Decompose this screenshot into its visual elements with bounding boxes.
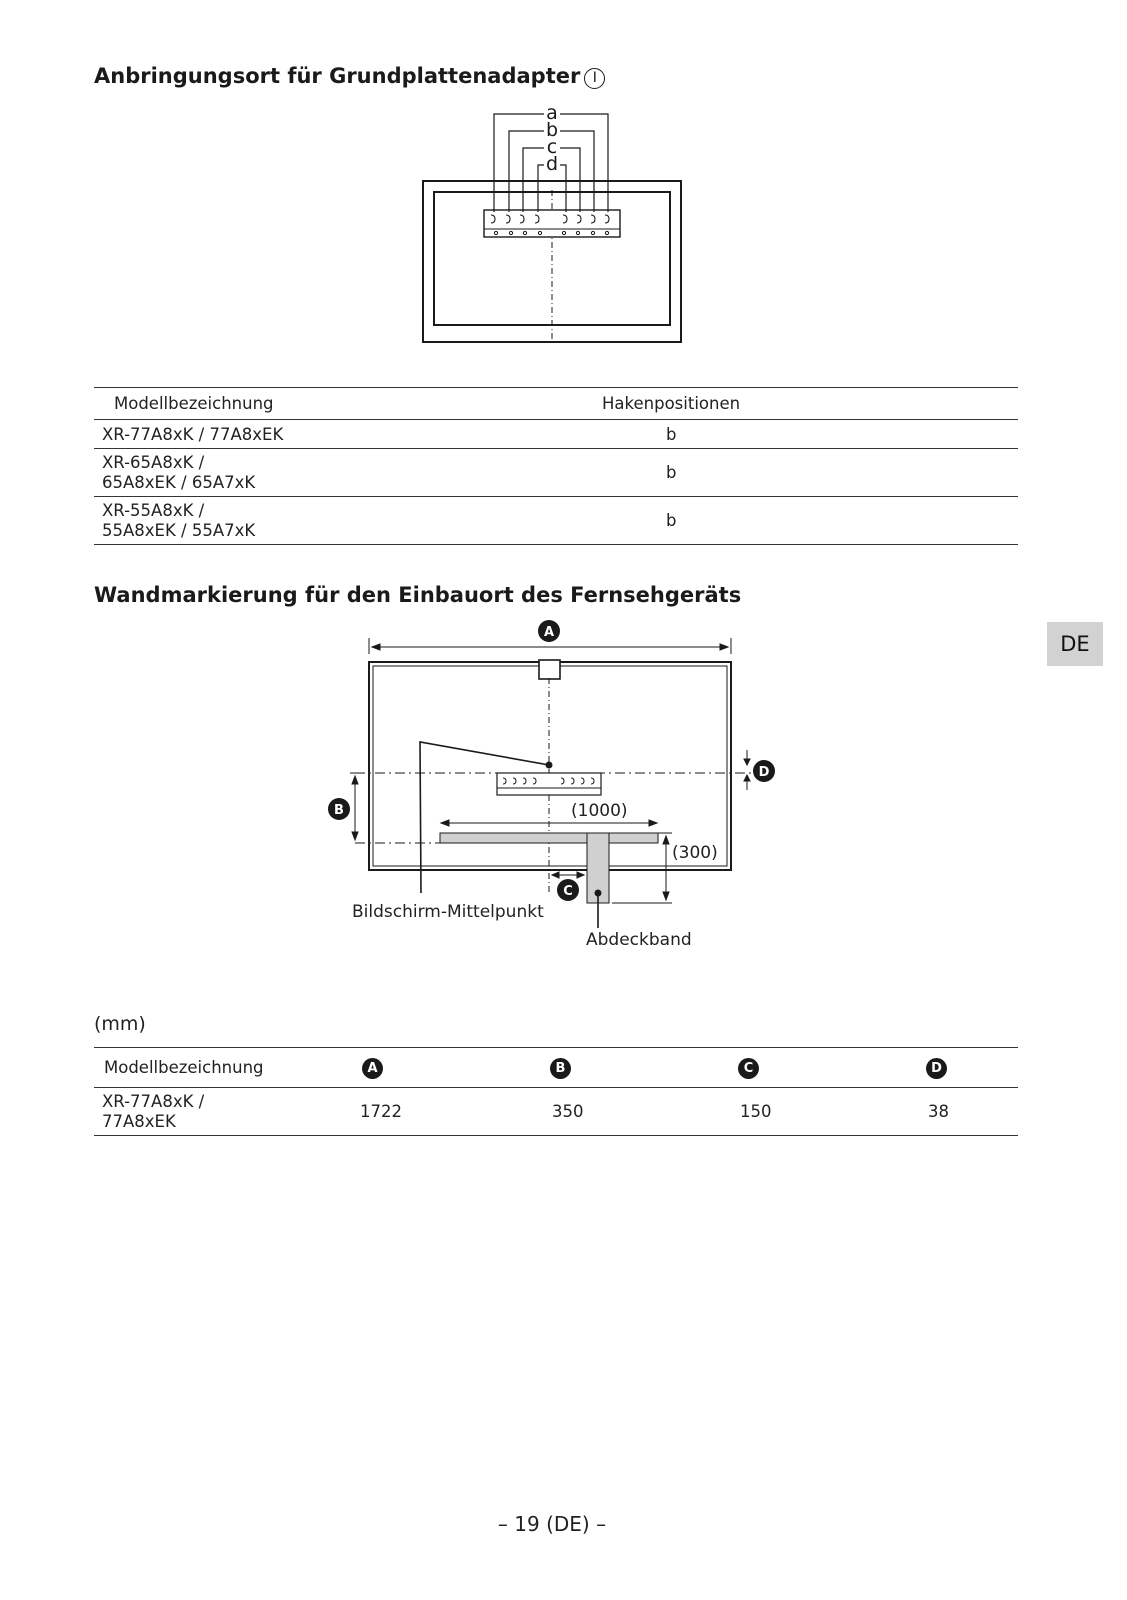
dim-300-label: (300) [672,843,718,863]
dim-1000-label: (1000) [571,801,628,821]
hook-position-table [94,387,1018,545]
base-adapter-diagram [0,0,1127,360]
header-d: D [906,1048,1018,1088]
badge-c: C [563,884,573,899]
dimension-table [94,1047,1018,1136]
header-hook: Hakenpositionen [602,394,741,413]
model-cell: XR-55A8xK / 55A8xEK / 55A7xK [102,500,256,540]
section-title-base-adapter: Anbringungsort für Grundplattenadapter I [94,64,605,89]
letter-d: d [545,153,559,175]
circled-i-marker: I [584,68,605,89]
value-b: 350 [552,1102,584,1121]
value-c: 150 [740,1102,772,1121]
section-title-wall-marking: Wandmarkierung für den Einbauort des Fernsehgeräts [94,583,742,607]
table-row [94,449,1018,497]
tape-horizontal [440,833,658,843]
language-tab: DE [1047,622,1103,666]
letter-b: b [545,119,559,141]
hook-cell: b [666,424,677,444]
hook-cell: b [666,511,677,530]
badge-d: D [758,765,770,780]
model-cell: XR-77A8xK / 77A8xEK [102,424,284,444]
badge-b: B [334,803,344,818]
tape-label: Abdeckband [586,930,692,950]
table-row [94,420,1018,449]
model-cell: XR-65A8xK / 65A8xEK / 65A7xK [102,452,256,492]
page-number: – 19 (DE) – [497,1512,607,1536]
screen-center-label: Bildschirm-Mittelpunkt [352,902,544,922]
header-c: C [718,1048,906,1088]
badge-a: A [543,625,555,640]
table-header-row [94,1048,1018,1088]
value-a: 1722 [360,1102,402,1121]
letter-a: a [546,102,558,124]
table-row [94,497,1018,545]
value-d: 38 [928,1102,949,1121]
header-model: Modellbezeichnung [114,394,274,413]
table-row [94,1088,1018,1136]
model-cell: XR-77A8xK / 77A8xEK [102,1091,205,1131]
table-header-row [94,388,1018,420]
header-b: B [530,1048,718,1088]
header-a: A [342,1048,530,1088]
wall-marking-diagram [0,610,1127,960]
adapter-bar [484,210,620,237]
header-model: Modellbezeichnung [104,1058,264,1077]
letter-c: c [546,136,558,158]
unit-label: (mm) [94,1013,146,1035]
hook-cell: b [666,463,677,482]
